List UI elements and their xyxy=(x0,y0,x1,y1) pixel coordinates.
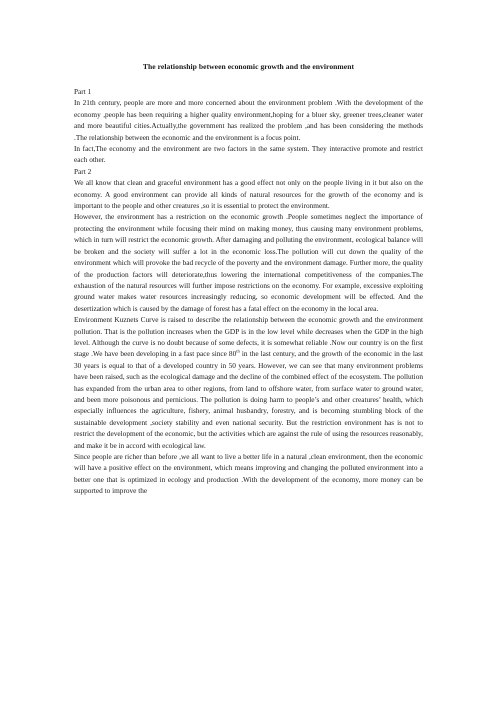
part2-paragraph-3-rest: in the last century, and the growth of the economic in the last 30 years is equal to that of a developed country in 50 years. However, we can see that many environment problems have been raised, such as the ecological damage and the decline of the combined effect of the ecosystem. The pollution has expanded from the urban area to other regions, from land to offshore water, from surface water to ground water, and been more poisonous and pernicious. The pollution is doing harm to people’s and other creatures’ health, which especially influences the agriculture, fishery, animal husbandry, forestry, and is becoming stumbling block of the sustainable development ,society stability and even national security. But the restriction environment has is not to restrict the development of the economic, but the activities which are against the rule of using the resources reasonably, and make it be in accord with ecological law. xyxy=(74,349,423,450)
part1-paragraph-2: In fact,The economy and the environment are two factors in the same system. They interactive promote and restrict each other. xyxy=(74,144,423,165)
part1-heading: Part 1 xyxy=(74,87,92,96)
part2-paragraph-3 xyxy=(74,314,423,451)
part1-paragraph-1: In 21th century, people are more and more concerned about the environment problem .With the development of the economy ,people has been requiring a higher quality environment,hoping for a bluer sky, greener trees,cleaner water and more beautiful cities.Actually,the government has realized the problem ,and has been considering the methods .The relationship between the economic and the environment is a focus point. xyxy=(74,98,423,142)
part2-paragraph-4: Since people are richer than before ,we all want to live a better life in a natural ,clean environment, then the economic will have a positive effect on the environment, which means improving and changing the polluted environment into a better one that is optimized in ecology and production .With the development of the economy, more money can be supported to improve the xyxy=(74,452,423,496)
part2-heading: Part 2 xyxy=(74,166,92,176)
part2-paragraph-3-start: Environment Kuznets Curve is raised to describe the relationship between the economic growth and the environment pollution. That is the pollution increases when the GDP is in the low level while decreases when the GDP in the high level. Although the curve is no doubt because of some defects, it is somewhat reliable .Now our country is on the first stage .We have been developing in a fast pace since 80 xyxy=(74,315,423,359)
part2-paragraph-1: We all know that clean and graceful environment has a good effect not only on the people living in it but also on the economy. A good environment can provide all kinds of natural resources for the growth of the economy and is important to the people and other creatures ,so it is essential to protect the environment. xyxy=(74,178,423,211)
document-title: The relationship between economic growth and the environment xyxy=(142,62,355,71)
part2-paragraph-2: However, the environment has a restriction on the economic growth .People sometimes neglect the importance of protecting the environment while focusing their mind on making money, thus causing many environment problems, which in turn will restrict the economic growth. After damaging and polluting the environment, ecological balance will be broken and the society will suffer a lot in the economic loss.The pollution will cut down the quality of the environment which will provoke the bad recycle of the poverty and the environment damage. Further more, the quality of the production factors will deteriorate,thus lowering the international competitiveness of the companies.The exhaustion of the natural resources will further impose restrictions on the economy. For example, excessive exploiting ground water makes water resources increasingly reducing, so economic development will be effected. And the desertization which is caused by the damage of forest has a fatal effect on the economy in the local area. xyxy=(74,212,423,313)
ordinal-superscript: th xyxy=(236,348,240,354)
